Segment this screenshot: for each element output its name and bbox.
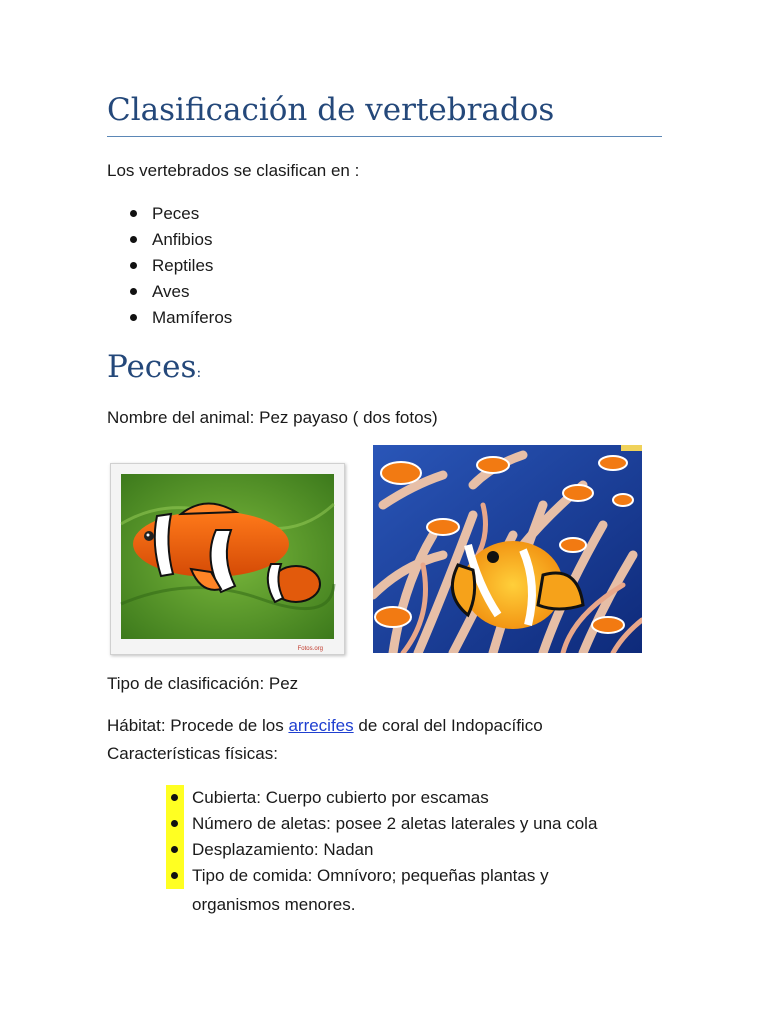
title-underline [107, 136, 662, 137]
highlight-mark [166, 811, 184, 837]
bullet-icon [130, 314, 137, 321]
bullet-icon [130, 262, 137, 269]
feature-text: Número de aletas: posee 2 aletas laterales y una cola [192, 814, 598, 833]
classification-text: Tipo de clasificación: Pez [107, 674, 299, 693]
vertebrate-class-list [152, 201, 232, 331]
clownfish-photo-1-image [111, 464, 344, 654]
bullet-icon [171, 872, 178, 879]
clownfish-photo-2 [373, 445, 642, 653]
habitat-suffix: de coral del Indopacífico [353, 716, 543, 735]
list-item-label: Reptiles [152, 256, 214, 275]
clownfish-photo-2-image [373, 445, 642, 653]
section-heading-colon: : [196, 365, 202, 381]
list-item-label: Peces [152, 204, 200, 223]
list-item-label: Mamíferos [152, 308, 233, 327]
feature-text: Desplazamiento: Nadan [192, 840, 374, 859]
features-list [192, 785, 597, 918]
bullet-icon [130, 236, 137, 243]
intro-text: Los vertebrados se clasifican en : [107, 161, 360, 180]
animal-name-text: Nombre del animal: Pez payaso ( dos fotos) [107, 408, 438, 427]
feature-text: Cubierta: Cuerpo cubierto por escamas [192, 788, 489, 807]
list-item-label: Aves [152, 282, 190, 301]
list-item [192, 863, 597, 918]
list-item [192, 785, 597, 811]
document-title: Clasificación de vertebrados [107, 92, 555, 128]
list-item [192, 837, 597, 863]
photo-watermark: Fotos.org [297, 646, 323, 652]
section-heading-label: Peces [107, 349, 197, 385]
habitat-prefix: Hábitat: Procede de los [107, 716, 289, 735]
bullet-icon [130, 210, 137, 217]
arrecifes-link[interactable]: arrecifes [288, 716, 354, 735]
bullet-icon [171, 794, 178, 801]
highlight-mark [166, 863, 184, 889]
bullet-icon [171, 846, 178, 853]
list-item [152, 227, 232, 253]
features-label: Características físicas: [107, 744, 278, 763]
highlight-mark [166, 837, 184, 863]
habitat-text [107, 715, 543, 737]
list-item [192, 811, 597, 837]
highlight-mark [166, 785, 184, 811]
feature-text-continuation: organismos menores. [192, 895, 356, 914]
bullet-icon [130, 288, 137, 295]
list-item [152, 201, 232, 227]
bullet-icon [171, 820, 178, 827]
feature-text: Tipo de comida: Omnívoro; pequeñas plantas y [192, 866, 549, 885]
list-item [152, 253, 232, 279]
list-item [152, 279, 232, 305]
list-item [152, 305, 232, 331]
list-item-label: Anfibios [152, 230, 213, 249]
clownfish-photo-1 [110, 463, 345, 655]
section-heading [107, 345, 201, 395]
